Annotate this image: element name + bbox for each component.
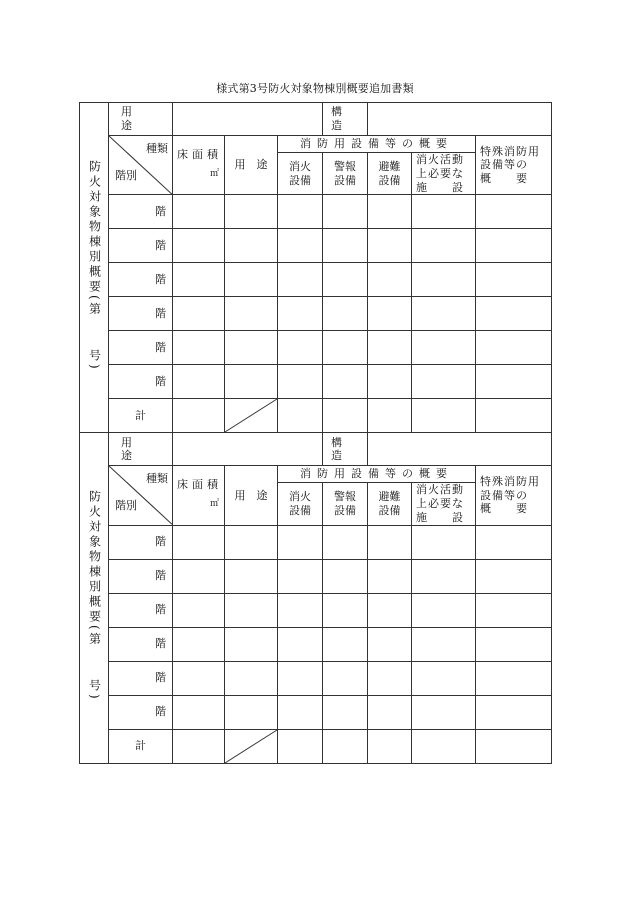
header-shouka-katsudou: 消火活動 上必要な 施 設 [412,153,476,195]
floor-row-cell[interactable] [412,195,476,229]
floor-row-cell[interactable] [323,627,368,661]
floor-row-label: 階 [109,593,173,627]
floor-row-cell[interactable] [323,195,368,229]
label-youto: 用途 [109,103,173,136]
header-yukamenseki [173,136,225,195]
header-shobo-group: 消防用設備等の概要 [278,466,476,483]
floor-row-cell[interactable] [476,195,552,229]
floor-row-cell[interactable] [476,627,552,661]
floor-row-cell[interactable] [412,593,476,627]
floor-row-cell[interactable] [225,661,278,695]
label-shurui: 種類 [146,472,168,486]
header-shouka: 消火 設備 [278,153,323,195]
header-keihou: 警報 設備 [323,153,368,195]
floor-row-cell[interactable] [173,195,225,229]
field-youto[interactable] [173,103,323,136]
floor-row-cell[interactable] [278,661,323,695]
total-row-cell[interactable] [476,399,552,433]
floor-row-label: 階 [109,263,173,297]
floor-row-cell[interactable] [368,661,412,695]
total-row-cell[interactable] [173,729,225,763]
floor-row-cell[interactable] [368,263,412,297]
floor-row-cell[interactable] [412,661,476,695]
floor-row-cell[interactable] [323,559,368,593]
header-diagonal [109,466,173,525]
floor-row-cell[interactable] [476,661,552,695]
floor-row-cell[interactable] [278,525,323,559]
floor-row-cell[interactable] [173,627,225,661]
total-row-cell[interactable] [173,399,225,433]
floor-row-cell[interactable] [323,695,368,729]
floor-row-cell[interactable] [476,525,552,559]
floor-row-cell[interactable] [368,195,412,229]
floor-row-cell[interactable] [476,559,552,593]
floor-row-cell[interactable] [225,695,278,729]
floor-row-cell[interactable] [476,263,552,297]
label-yukamenseki: 床面積 [177,148,222,161]
label-yukamenseki: 床面積 [177,478,222,492]
header-diagonal [109,136,173,195]
floor-row-cell[interactable] [476,695,552,729]
floor-row-cell[interactable] [278,365,323,399]
total-row-label: 計 [109,399,173,433]
floor-row-cell[interactable] [225,263,278,297]
total-row-cell[interactable] [323,399,368,433]
floor-row-label: 階 [109,331,173,365]
total-row-slash [225,729,278,763]
floor-row-cell[interactable] [476,297,552,331]
floor-row-cell[interactable] [225,627,278,661]
header-shobo-group: 消防用設備等の概要 [278,136,476,153]
field-youto[interactable] [173,433,323,466]
floor-row-cell[interactable] [278,559,323,593]
floor-row-cell[interactable] [173,263,225,297]
header-youto: 用 途 [225,466,278,525]
floor-row-cell[interactable] [278,229,323,263]
floor-row-cell[interactable] [278,297,323,331]
floor-row-label: 階 [109,365,173,399]
floor-row-cell[interactable] [476,593,552,627]
floor-row-cell[interactable] [323,331,368,365]
floor-row-cell[interactable] [368,365,412,399]
floor-row-label: 階 [109,525,173,559]
form-body [80,103,552,764]
floor-row-cell[interactable] [412,525,476,559]
label-kaibetsu: 階別 [115,168,137,182]
floor-row-cell[interactable] [323,263,368,297]
total-row-cell[interactable] [323,729,368,763]
floor-row-cell[interactable] [368,559,412,593]
field-kouzou[interactable] [368,103,552,136]
header-keihou: 警報 設備 [323,483,368,525]
floor-row-label: 階 [109,195,173,229]
total-row-cell[interactable] [278,399,323,433]
floor-row-cell[interactable] [173,229,225,263]
floor-row-cell[interactable] [225,365,278,399]
floor-row-cell[interactable] [225,559,278,593]
total-row-slash [225,399,278,433]
floor-row-label: 階 [109,229,173,263]
floor-row-cell[interactable] [368,695,412,729]
floor-row-cell[interactable] [323,365,368,399]
floor-row-cell[interactable] [173,695,225,729]
floor-row-label: 階 [109,559,173,593]
label-unit: ㎡ [209,499,219,510]
floor-row-label: 階 [109,695,173,729]
header-shouka-katsudou: 消火活動 上必要な 施 設 [412,483,476,525]
floor-row-cell[interactable] [225,195,278,229]
floor-row-cell[interactable] [278,593,323,627]
header-hinan: 避難 設備 [368,153,412,195]
label-unit: ㎡ [209,169,219,179]
floor-row-label: 階 [109,297,173,331]
floor-row-cell[interactable] [412,365,476,399]
side-label [80,433,109,763]
floor-row-cell[interactable] [278,695,323,729]
header-tokushu: 特殊消防用 設備等の 概 要 [476,466,552,525]
total-row-cell[interactable] [476,729,552,763]
floor-row-cell[interactable] [278,263,323,297]
header-shouka: 消火 設備 [278,483,323,525]
total-row-label: 計 [109,729,173,763]
floor-row-cell[interactable] [323,229,368,263]
header-hinan: 避難 設備 [368,483,412,525]
floor-row-cell[interactable] [173,365,225,399]
label-kouzou: 構造 [323,103,368,136]
total-row-cell[interactable] [412,399,476,433]
floor-row-cell[interactable] [412,695,476,729]
floor-row-cell[interactable] [476,365,552,399]
form-title: 様式第3号防火対象物棟別概要追加書類 [216,82,414,95]
floor-row-cell[interactable] [412,263,476,297]
floor-row-cell[interactable] [412,627,476,661]
floor-row-label: 階 [109,661,173,695]
floor-row-cell[interactable] [323,525,368,559]
floor-row-cell[interactable] [412,229,476,263]
floor-row-cell[interactable] [412,297,476,331]
floor-row-cell[interactable] [412,331,476,365]
floor-row-cell[interactable] [225,525,278,559]
label-kaibetsu: 階別 [115,498,137,512]
total-row-cell[interactable] [368,729,412,763]
header-youto: 用 途 [225,136,278,195]
floor-row-label: 階 [109,627,173,661]
floor-row-cell[interactable] [173,559,225,593]
floor-row-cell[interactable] [173,525,225,559]
floor-row-cell[interactable] [476,229,552,263]
floor-row-cell[interactable] [368,331,412,365]
floor-row-cell[interactable] [476,331,552,365]
floor-row-cell[interactable] [278,195,323,229]
side-label-text: 防火対象物棟別概要(第 [87,159,102,318]
floor-row-cell[interactable] [225,331,278,365]
header-tokushu: 特殊消防用 設備等の 概 要 [476,136,552,195]
floor-row-cell[interactable] [368,593,412,627]
floor-row-cell[interactable] [173,331,225,365]
floor-row-cell[interactable] [173,661,225,695]
floor-row-cell[interactable] [278,627,323,661]
total-row-cell[interactable] [278,729,323,763]
label-shurui: 種類 [146,142,168,155]
field-kouzou[interactable] [368,433,552,466]
label-kouzou: 構造 [323,433,368,466]
side-label-end: 号) [87,349,102,372]
floor-row-cell[interactable] [412,559,476,593]
floor-row-cell[interactable] [368,525,412,559]
floor-row-cell[interactable] [323,297,368,331]
header-yukamenseki [173,466,225,525]
side-label-end: 号) [87,679,102,703]
label-youto: 用途 [109,433,173,466]
floor-row-cell[interactable] [368,627,412,661]
floor-row-cell[interactable] [225,229,278,263]
floor-row-cell[interactable] [225,297,278,331]
floor-row-cell[interactable] [173,593,225,627]
form-table [79,102,552,764]
floor-row-cell[interactable] [368,297,412,331]
side-label [80,103,109,433]
floor-row-cell[interactable] [368,229,412,263]
floor-row-cell[interactable] [278,331,323,365]
floor-row-cell[interactable] [173,297,225,331]
total-row-cell[interactable] [368,399,412,433]
floor-row-cell[interactable] [225,593,278,627]
floor-row-cell[interactable] [323,661,368,695]
floor-row-cell[interactable] [323,593,368,627]
side-label-text: 防火対象物棟別概要(第 [87,489,102,648]
total-row-cell[interactable] [412,729,476,763]
